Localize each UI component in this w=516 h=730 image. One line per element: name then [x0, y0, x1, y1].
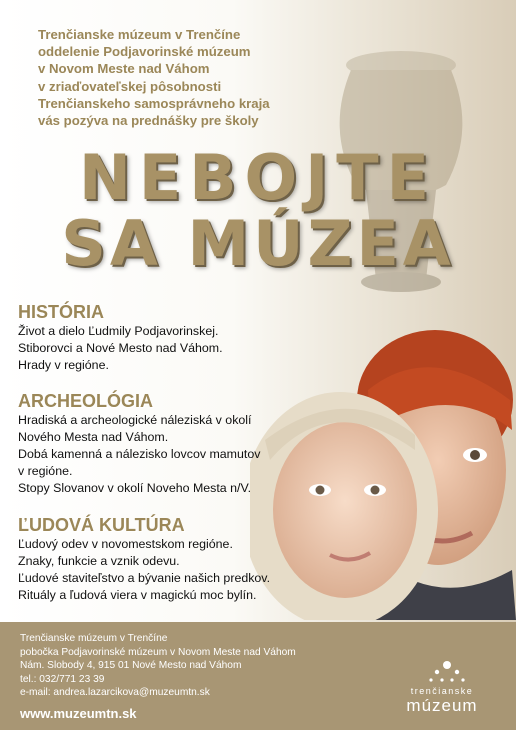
intro-line: vás pozýva na prednášky pre školy [38, 113, 259, 129]
contact-line: pobočka Podjavorinské múzeum v Novom Meste nad Váhom [20, 646, 296, 658]
section-item: Život a dielo Ľudmily Podjavorinskej. [18, 324, 219, 338]
intro-line: v Novom Meste nad Váhom [38, 61, 210, 77]
address-line: Nám. Slobody 4, 915 01 Nové Mesto nad Váhom [20, 660, 242, 672]
intro-line: oddelenie Podjavorinské múzeum [38, 44, 251, 60]
section-title: ĽUDOVÁ KULTÚRA [18, 515, 185, 535]
museum-logo-dots-icon [427, 660, 467, 686]
footer [0, 622, 516, 730]
museum-logo [382, 660, 502, 720]
section-title: HISTÓRIA [18, 302, 105, 322]
website-link[interactable]: www.muzeumtn.sk [20, 706, 137, 721]
section-history [18, 301, 223, 374]
section-title: ARCHEOLÓGIA [18, 391, 153, 411]
intro-line: Trenčianske múzeum v Trenčíne [38, 27, 241, 42]
section-item: Hrady v regióne. [18, 358, 109, 372]
contact-line: Trenčianske múzeum v Trenčíne [20, 633, 168, 644]
section-item: Ľudový odev v novomestskom regióne. [18, 537, 233, 551]
section-item: Znaky, funkcie a vznik odevu. [18, 554, 180, 568]
section-item: Hradiská a archeologické náleziská v okolí [18, 413, 252, 427]
logo-title: múzeum [406, 696, 478, 715]
section-item: Rituály a ľudová viera v magickú moc bylín. [18, 588, 257, 602]
intro-text [38, 26, 338, 129]
section-item: Dobá kamenná a nálezisko lovcov mamutov [18, 447, 261, 461]
contact-info [20, 632, 296, 700]
section-item: Nového Mesta nad Váhom. [18, 430, 169, 444]
section-folk-culture [18, 514, 270, 604]
phone-line: tel.: 032/771 23 39 [20, 673, 105, 685]
section-item: Stopy Slovanov v okolí Noveho Mesta n/V. [18, 481, 252, 495]
email-link[interactable]: e-mail: andrea.lazarcikova@muzeumtn.sk [20, 687, 210, 699]
intro-line: v zriaďovateľskej pôsobnosti [38, 78, 222, 94]
headline-line-1: NEBOJTE [79, 141, 437, 214]
headline-line-2: SA MÚZEA [61, 207, 455, 280]
section-archeology [18, 390, 260, 497]
section-item: Stiborovci a Nové Mesto nad Váhom. [18, 341, 223, 355]
section-item: v regióne. [18, 464, 73, 478]
intro-line: Trenčianskeho samosprávneho kraja [38, 95, 270, 111]
logo-subtitle: trenčianske [410, 686, 474, 696]
section-item: Ľudové staviteľstvo a bývanie našich predkov. [18, 571, 271, 585]
children-photo [250, 320, 516, 620]
